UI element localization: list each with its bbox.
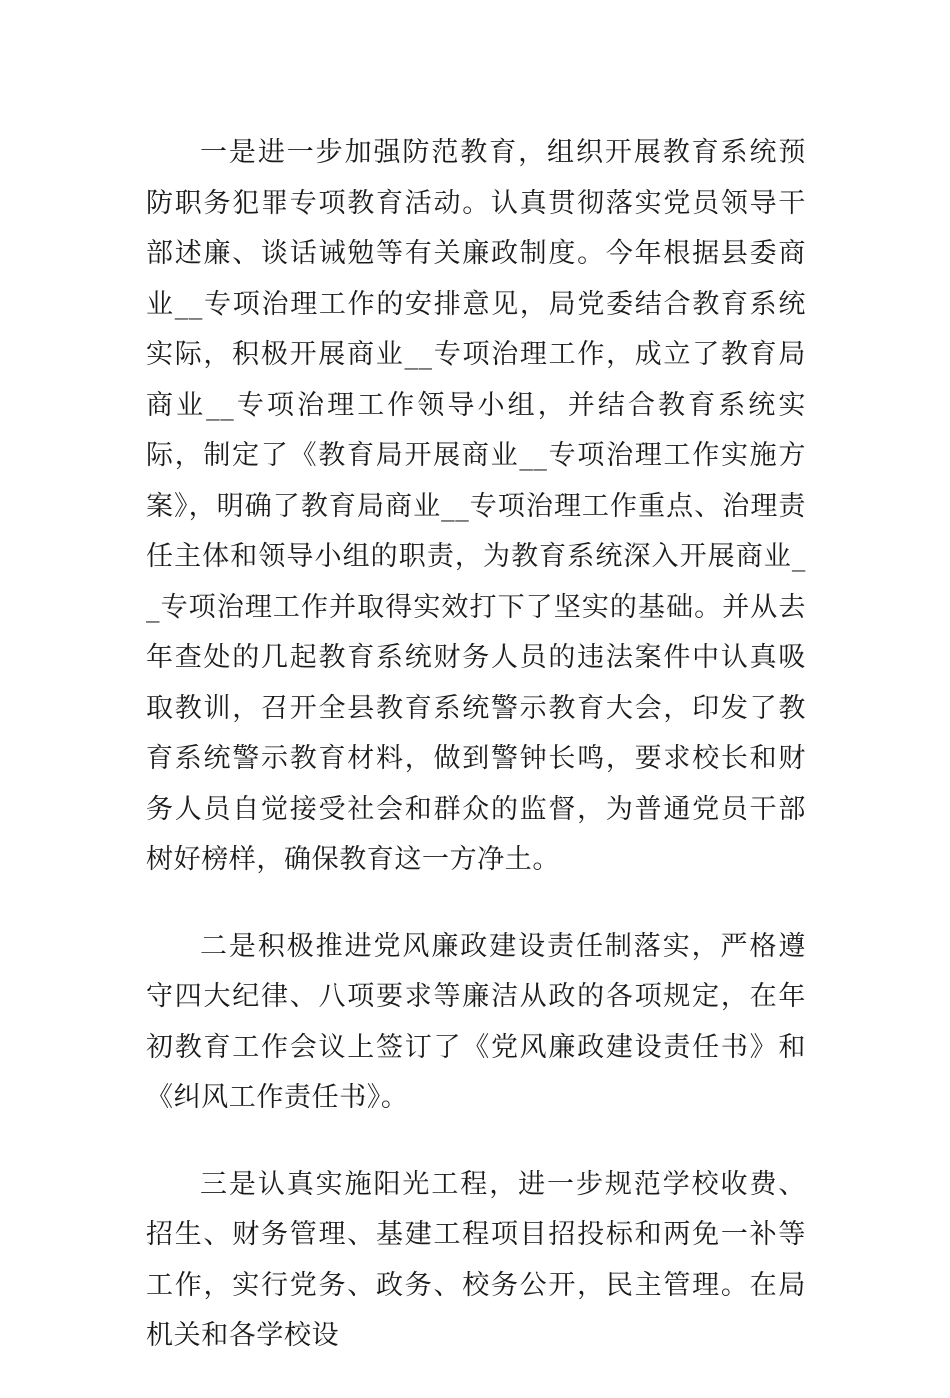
paragraph-3: 三是认真实施阳光工程，进一步规范学校收费、招生、财务管理、基建工程项目招投标和两免一补等工作，实行党务、政务、校务公开，民主管理。在局机关和各学校设 xyxy=(146,1168,806,1351)
paragraph-2: 二是积极推进党风廉政建设责任制落实，严格遵守四大纪律、八项要求等廉洁从政的各项规定，在年初教育工作会议上签订了《党风廉政建设责任书》和《纠风工作责任书》。 xyxy=(146,930,806,1113)
paragraph-1: 一是进一步加强防范教育，组织开展教育系统预防职务犯罪专项教育活动。认真贯彻落实党员领导干部述廉、谈话诫勉等有关廉政制度。今年根据县委商业__专项治理工作的安排意见，局党委结合教育系统实际，积极开展商业__专项治理工作，成立了教育局商业__专项治理工作领导小组，并结合教育系统实际，制定了《教育局开展商业__专项治理工作实施方案》，明确了教育局商业__专项治理工作重点、治理责任主体和领导小组的职责，为教育系统深入开展商业__专项治理工作并取得实效打下了坚实的基础。并从去年查处的几起教育系统财务人员的违法案件中认真吸取教训，召开全县教育系统警示教育大会，印发了教育系统警示教育材料，做到警钟长鸣，要求校长和财务人员自觉接受社会和群众的监督，为普通党员干部树好榜样，确保教育这一方净土。 xyxy=(146,137,806,875)
document-body xyxy=(146,128,806,1398)
